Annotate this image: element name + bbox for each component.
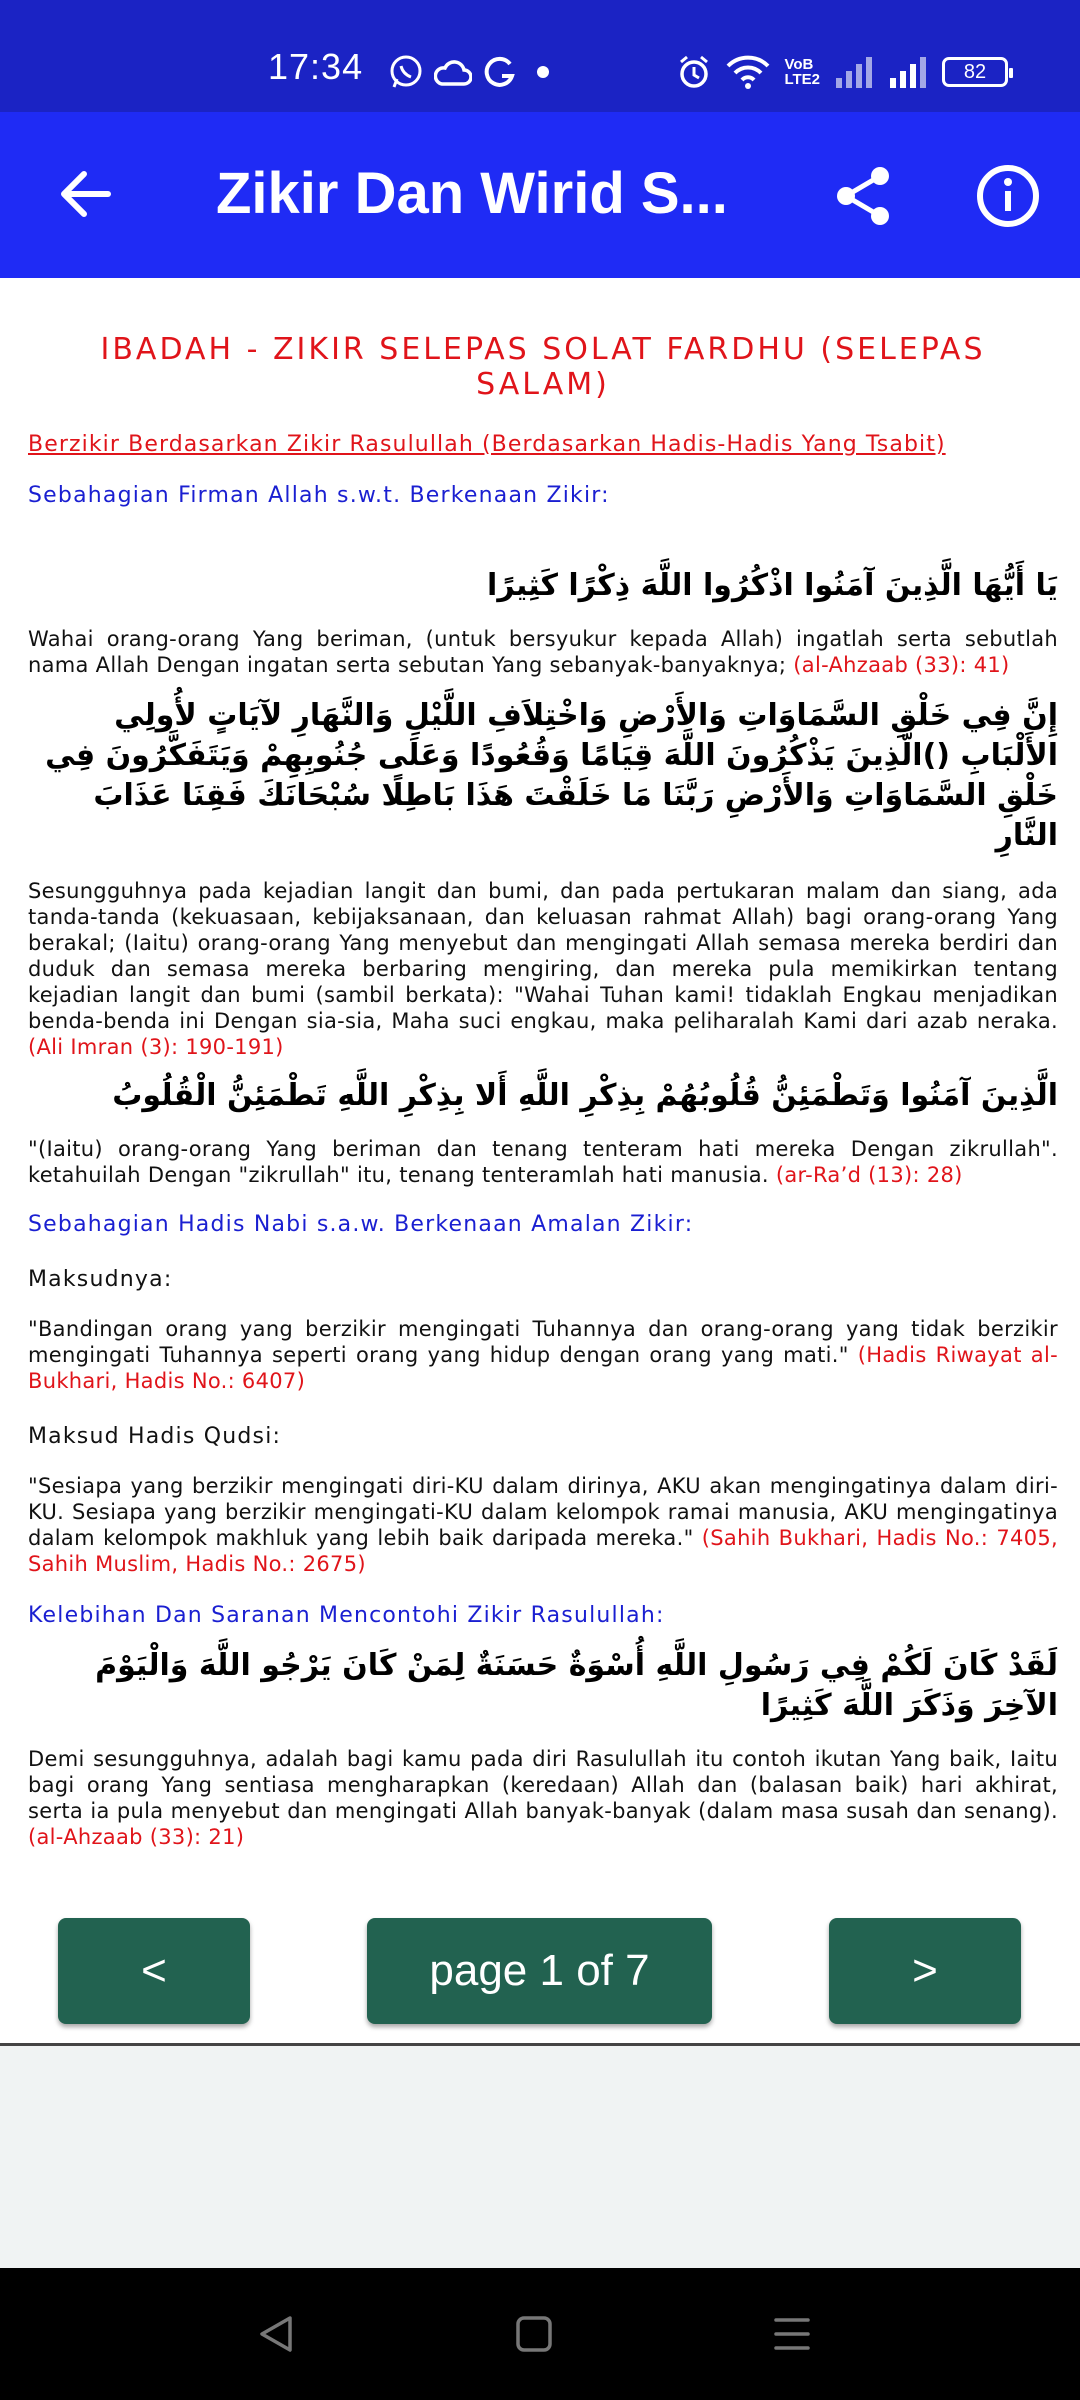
hadis-translation-1 [28,1316,1058,1394]
status-bar [0,0,1080,112]
menu-lines-icon [770,2312,814,2356]
app-title: Zikir Dan Wirid S... [216,161,728,226]
system-icons [676,52,1008,92]
alarm-icon [676,54,712,90]
translation-1-text: Wahai orang-orang Yang beriman, (untuk bersyukur kepada Allah) ingatlah serta sebutlah nama Allah Dengan ingatan serta sebutan Yang sebanyak-banyaknya; [28,627,1058,677]
whatsapp-icon [388,54,424,90]
hadis-translation-2-text: "Sesiapa yang berzikir mengingati diri-KU dalam dirinya, AKU akan mengingatinya dalam diri-KU. Sesiapa yang berzikir mengingati-KU dalam kelompok ramai manusia, AKU mengingatinya dalam kelompok makhluk yang lebih baik daripada mereka." [28,1474,1058,1550]
hadis-translation-2 [28,1473,1058,1577]
signal-icon [888,56,928,88]
battery-level: 82 [963,60,987,83]
section-hadis-title: Sebahagian Hadis Nabi s.a.w. Berkenaan Amalan Zikir: [28,1212,694,1237]
translation-2 [28,878,1058,1060]
reference-1: (al-Ahzaab (33): 41) [793,653,1010,677]
network-type-label [784,57,820,87]
square-home-icon [512,2312,556,2356]
dot-icon [528,54,558,90]
arabic-verse-2: إِنَّ فِي خَلْقِ السَّمَاوَاتِ وَالأَرْضِ وَاخْتِلاَفِ اللَّيْلِ وَالنَّهَارِ لآيَاتٍ لأُولِي الأَلْبَابِ ()الَّذِينَ يَذْكُرُونَ اللَّهَ قِيَامًا وَقُعُودًا وَعَلَى جُنُوبِهِمْ وَيَتَفَكَّرُونَ فِي خَلْقِ السَّمَاوَاتِ وَالأَرْضِ رَبَّنَا مَا خَلَقْتَ هَذَا بَاطِلًا سُبْحَانَكَ فَقِنَا عَذَابَ النَّارِ [45,698,1058,853]
section-firman-title: Sebahagian Firman Allah s.w.t. Berkenaan Zikir: [28,483,610,508]
app-bar [0,112,1080,278]
next-page-button[interactable]: > [829,1918,1021,2024]
reference-2: (Ali Imran (3): 190-191) [28,1035,284,1059]
translation-3 [28,1136,1058,1188]
status-time: 17:34 [268,46,364,87]
hadis-translation-1-text: "Bandingan orang yang berzikir mengingati Tuhannya dan orang-orang yang tidak berzikir mengingati Tuhannya seperti orang yang hidup dengan orang yang mati." [28,1317,1058,1367]
ad-area [0,2046,1080,2268]
network-label-bottom: LTE2 [784,71,820,88]
wifi-icon [726,54,770,90]
grammarly-icon [482,54,518,90]
system-nav-bar [0,2268,1080,2400]
share-button[interactable] [822,154,906,238]
translation-1 [28,626,1058,678]
translation-3-text: "(Iaitu) orang-orang Yang beriman dan tenang tenteram hati mereka Dengan zikrullah". ketahuilah Dengan "zikrullah" itu, tenang tenteramlah hati manusia. [28,1137,1058,1187]
page-heading: IBADAH - ZIKIR SELEPAS SOLAT FARDHU (SELEPAS SALAM) [100,332,986,402]
info-button[interactable] [966,154,1050,238]
prev-page-button[interactable]: < [58,1918,250,2024]
arabic-verse-4: لَقَدْ كَانَ لَكُمْ فِي رَسُولِ اللَّهِ أُسْوَةٌ حَسَنَةٌ لِمَنْ كَانَ يَرْجُو اللَّهَ وَالْيَوْمَ الآخِرَ وَذَكَرَ اللَّهَ كَثِيرًا [95,1648,1058,1723]
notification-icons [388,52,558,92]
translation-4-text: Demi sesungguhnya, adalah bagi kamu pada diri Rasulullah itu contoh ikutan Yang baik, Iaitu bagi orang Yang sentiasa mengharapkan (keredaan) Allah dan (balasan baik) hari akhirat, serta ia pula menyebut dan mengingati Allah banyak-banyak (dalam masa susah dan senang). [28,1747,1058,1823]
reference-4: (Hadis Riwayat al-Bukhari, Hadis No.: 6407) [28,1343,1058,1393]
battery-icon [942,57,1008,87]
nav-home-button[interactable] [502,2302,566,2366]
reference-3: (ar-Ra’d (13): 28) [775,1163,963,1187]
share-icon [832,164,896,228]
translation-2-text: Sesungguhnya pada kejadian langit dan bumi, dan pada pertukaran malam dan siang, ada tanda-tanda (kekuasaan, kebijaksanaan, dan keluasan rahmat Allah) bagi orang-orang Yang berakal; (Iaitu) orang-orang Yang menyebut dan mengingati Allah semasa mereka berdiri dan duduk dan semasa mereka berbaring mengiring, dan mereka pula memikirkan tentang kejadian langit dan bumi (sambil berkata): "Wahai Tuhan kami! tidaklah Engkau menjadikan benda-benda ini Dengan sia-sia, Maha suci engkau, maka peliharalah Kami dari azab neraka. [28,879,1058,1033]
triangle-back-icon [254,2312,298,2356]
reference-6: (al-Ahzaab (33): 21) [28,1825,245,1849]
arabic-verse-1: يَا أَيُّهَا الَّذِينَ آمَنُوا اذْكُرُوا اللَّهَ ذِكْرًا كَثِيرًا [487,568,1058,603]
arabic-verse-3: الَّذِينَ آمَنُوا وَتَطْمَئِنُّ قُلُوبُهُمْ بِذِكْرِ اللَّهِ أَلا بِذِكْرِ اللَّهِ تَطْمَئِنُّ الْقُلُوبُ [112,1078,1058,1113]
maksudnya-label: Maksudnya: [28,1267,173,1292]
reference-5: (Sahih Bukhari, Hadis No.: 7405, Sahih Muslim, Hadis No.: 2675) [28,1526,1058,1576]
nav-back-button[interactable] [244,2302,308,2366]
hadis-qudsi-label: Maksud Hadis Qudsi: [28,1424,282,1449]
nav-menu-button[interactable] [760,2302,824,2366]
page-indicator-button[interactable]: page 1 of 7 [367,1918,712,2024]
section-kelebihan-title: Kelebihan Dan Saranan Mencontohi Zikir Rasulullah: [28,1603,665,1628]
translation-4 [28,1746,1058,1850]
signal-icon [834,56,874,88]
arrow-left-icon [56,164,116,224]
zikir-rasulullah-link[interactable]: Berzikir Berdasarkan Zikir Rasulullah (Berdasarkan Hadis-Hadis Yang Tsabit) [28,432,946,457]
cloud-icon [434,54,472,90]
network-label-top: VoB [784,56,814,73]
back-button[interactable] [44,152,128,236]
article-content[interactable] [28,278,1058,1898]
info-icon [975,163,1041,229]
